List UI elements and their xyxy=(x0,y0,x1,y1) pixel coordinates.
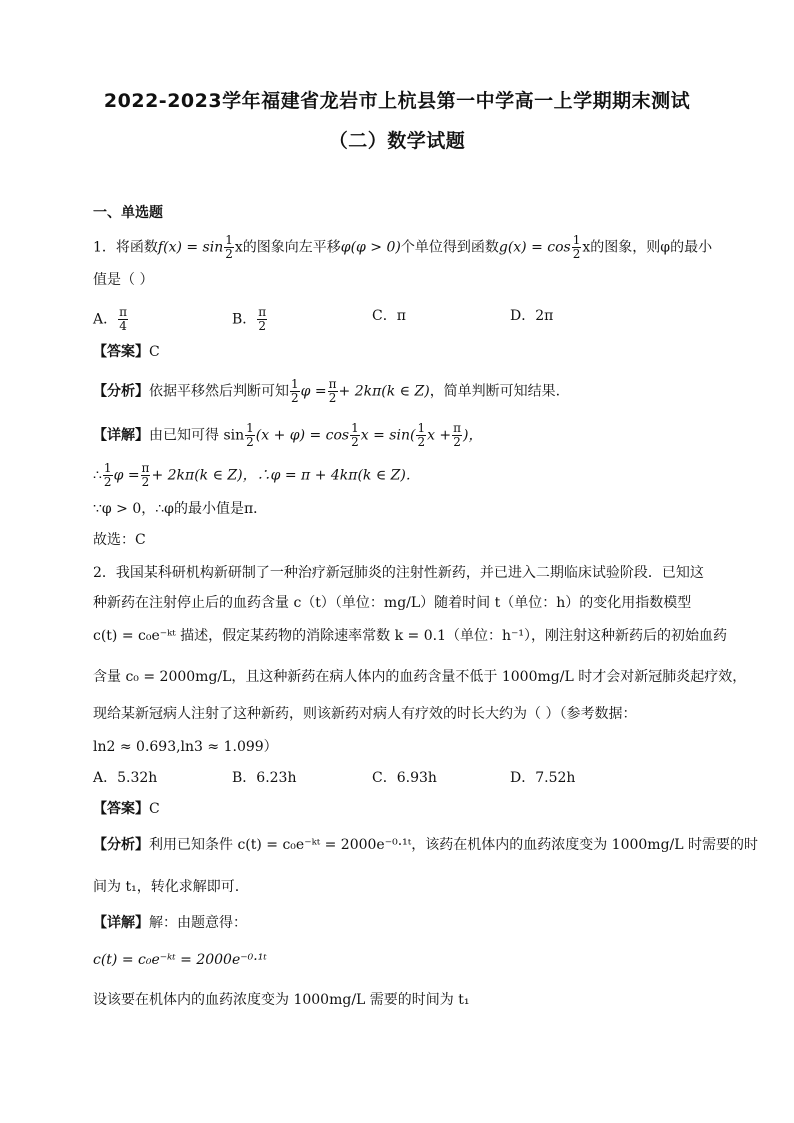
q2-line1: 2．我国某科研机构新研制了一种治疗新冠肺炎的注射性新药，并已进入二期临床试验阶段．已知这 xyxy=(93,565,704,581)
q1-option-d: D．2π xyxy=(510,308,554,324)
q2-analysis-line1: 【分析】利用已知条件 c(t) = c₀e⁻ᵏᵗ = 2000e⁻⁰·¹ᵗ，该药在机体内的血药浓度变为 1000mg/L 时需要的时 xyxy=(93,837,758,853)
fraction-half: $\frac{1}{2}$ xyxy=(246,421,254,449)
q1-stem-f: f(x) = sin xyxy=(157,239,224,256)
q1-answer: 【答案】C xyxy=(93,344,160,360)
q2-line2: 种新药在注射停止后的血药含量 c（t）（单位：mg/L）随着时间 t（单位：h）的变化用指数模型 xyxy=(93,595,692,611)
q1-stem-c: x的图象向左平移 xyxy=(234,239,341,256)
fraction-half: $\frac{1}{2}$ xyxy=(225,233,233,261)
q2-option-a: A．5.32h xyxy=(93,770,158,786)
q1-option-c: C．π xyxy=(372,308,406,324)
q2-line3: c(t) = c₀e⁻ᵏᵗ 描述，假定某药物的消除速率常数 k = 0.1（单位：h⁻¹），刚注射这种新药后的初始血药 xyxy=(93,628,728,644)
section-heading: 一、单选题 xyxy=(93,205,163,221)
q2-answer: 【答案】C xyxy=(93,801,160,817)
q1-option-b: B． $\frac{\pi}{2}$ xyxy=(232,305,267,333)
q1-option-a: A． $\frac{\pi}{4}$ xyxy=(93,305,128,333)
fraction-pi-2: $\frac{\pi}{2}$ xyxy=(453,421,462,449)
fraction-pi-4: $\frac{\pi}{4}$ xyxy=(119,305,128,333)
q1-stem-phi: φ(φ > 0) xyxy=(340,239,401,256)
q2-detail-line3: 设该要在机体内的血药浓度变为 1000mg/L 需要的时间为 t₁ xyxy=(93,992,470,1008)
page-title-line1: 2022-2023学年福建省龙岩市上杭县第一中学高一上学期期末测试 xyxy=(103,90,691,112)
q2-line6: ln2 ≈ 0.693,ln3 ≈ 1.099） xyxy=(93,739,278,755)
q2-option-b: B．6.23h xyxy=(232,770,297,786)
q1-stem-a: 1．将函数 xyxy=(93,239,158,256)
q2-option-d: D．7.52h xyxy=(510,770,576,786)
q1-stem-g: g(x) = cos xyxy=(498,239,571,256)
fraction-half: $\frac{1}{2}$ xyxy=(351,421,359,449)
q1-stem-line2: 值是（ ） xyxy=(93,272,154,288)
fraction-pi-2: $\frac{\pi}{2}$ xyxy=(141,461,150,489)
page-title-line2: （二）数学试题 xyxy=(328,130,466,152)
q2-detail-heading: 【详解】解：由题意得： xyxy=(93,915,247,931)
fraction-half: $\frac{1}{2}$ xyxy=(103,461,112,489)
fraction-half: $\frac{1}{2}$ xyxy=(291,377,299,405)
q1-analysis: 【分析】依据平移然后判断可知 $\frac{1}{2}$ φ = $\frac{\pi}{2}$ + 2kπ(k ∈ Z)，简单判断可知结果. xyxy=(93,377,561,405)
fraction-pi-2: $\frac{\pi}{2}$ xyxy=(328,377,337,405)
fraction-pi-2: $\frac{\pi}{2}$ xyxy=(258,305,267,333)
q2-analysis-line2: 间为 t₁，转化求解即可. xyxy=(93,879,240,895)
fraction-half: $\frac{1}{2}$ xyxy=(572,233,581,261)
fraction-half: $\frac{1}{2}$ xyxy=(417,421,426,449)
q2-line4: 含量 c₀ = 2000mg/L，且这种新药在病人体内的血药含量不低于 1000mg/L 时才会对新冠肺炎起疗效， xyxy=(93,669,747,685)
q2-detail-formula: c(t) = c₀e⁻ᵏᵗ = 2000e⁻⁰·¹ᵗ xyxy=(93,952,267,968)
q1-step3: ∵φ > 0，∴φ的最小值是π． xyxy=(93,501,268,517)
q1-detail: 【详解】由已知可得 sin $\frac{1}{2}$ (x + φ) = cos $\frac{1}{2}$ x = sin( $\frac{1}{2}$ x + $\frac{\pi}{2}$ )， xyxy=(93,421,483,449)
q2-line5: 现给某新冠病人注射了这种新药，则该新药对病人有疗效的时长大约为（ ）（参考数据： xyxy=(93,706,637,722)
q1-step2: ∴ $\frac{1}{2}$ φ = $\frac{\pi}{2}$ + 2kπ(k ∈ Z)，∴φ = π + 4kπ(k ∈ Z)． xyxy=(93,461,420,489)
q2-option-c: C．6.93h xyxy=(372,770,437,786)
q1-stem-tail: x的图象，则φ的最小 xyxy=(582,239,713,256)
q1-stem-line1 xyxy=(93,234,712,261)
q1-choose: 故选：C xyxy=(93,532,146,548)
q1-stem-e: 个单位得到函数 xyxy=(400,239,499,256)
